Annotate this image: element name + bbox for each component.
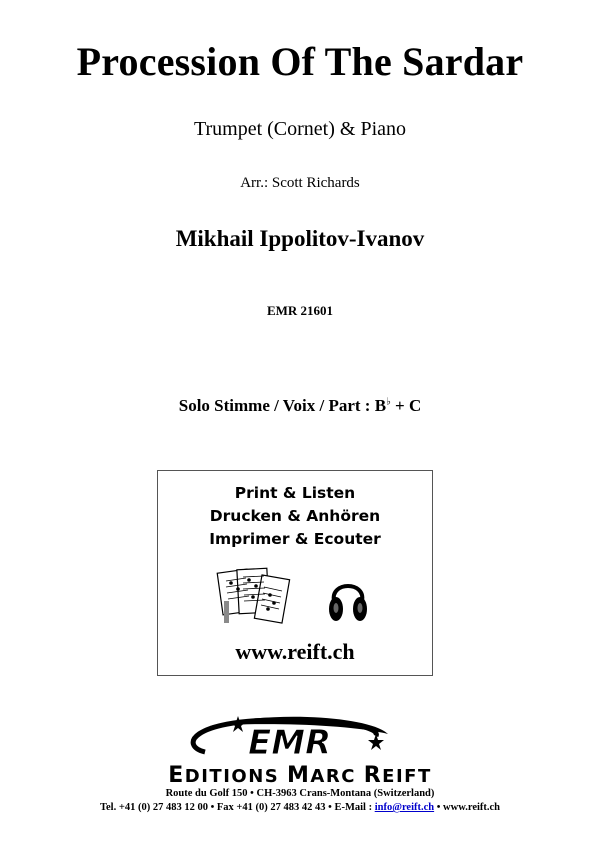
part-text: Solo Stimme / Voix / Part : B [178, 396, 387, 415]
headphones-icon [326, 571, 370, 625]
page-title: Procession Of The Sardar [76, 39, 524, 84]
print-listen-box[interactable] [157, 470, 433, 676]
publisher-initial-m: M [287, 763, 311, 788]
promo-line-drucken: Drucken & Anhören [209, 507, 381, 525]
part-label [0, 396, 600, 416]
composer: Mikhail Ippolitov-Ivanov [175, 226, 425, 251]
sheet-music-icon [216, 565, 296, 631]
publisher-initial-r: R [363, 763, 383, 788]
emr-logo [150, 712, 450, 764]
promo-line-imprimer: Imprimer & Ecouter [209, 530, 381, 548]
publisher-contact [0, 802, 600, 813]
instrumentation: Trumpet (Cornet) & Piano [193, 118, 407, 140]
part-suffix: + C [390, 396, 422, 415]
emr-logo-text: EMR [248, 723, 332, 763]
publisher-part-ditions: DITIONS [184, 766, 288, 787]
promo-line-print: Print & Listen [234, 484, 356, 502]
publisher-name [0, 763, 600, 788]
publisher-part-arc: ARC [310, 766, 364, 787]
catalog-number: EMR 21601 [266, 303, 334, 318]
flat-sign: ♭ [386, 396, 391, 408]
email-link[interactable]: info@reift.ch [374, 802, 435, 813]
publisher-part-eift: EIFT [382, 766, 432, 787]
publisher-initial-e: E [168, 763, 185, 788]
promo-url-link[interactable]: www.reift.ch [235, 639, 355, 664]
arranger: Arr.: Scott Richards [240, 175, 360, 191]
publisher-address: Route du Golf 150 • CH-3963 Crans-Montana (Switzerland) [165, 788, 435, 799]
contact-phone-fax: Tel. +41 (0) 27 483 12 00 • Fax +41 (0) 27 483 42 43 • E-Mail : [99, 802, 375, 813]
contact-website: • www.reift.ch [434, 802, 501, 813]
